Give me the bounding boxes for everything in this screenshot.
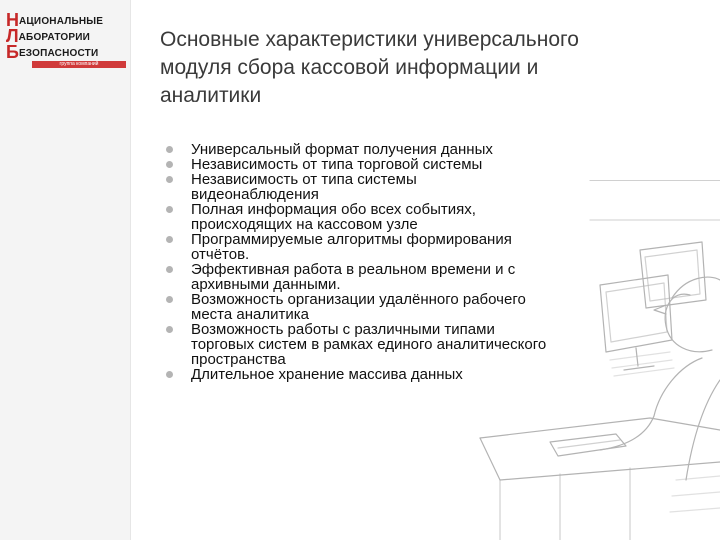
- feature-item: [166, 322, 636, 367]
- feature-item: [166, 202, 636, 232]
- bullet-icon: [166, 266, 173, 273]
- logo-word-1: АЦИОНАЛЬНЫЕ: [19, 16, 104, 27]
- feature-text: Полная информация обо всех событиях,: [191, 201, 476, 218]
- slide-title: [160, 26, 680, 110]
- feature-text: архивными данными.: [191, 276, 341, 293]
- feature-item: [166, 142, 636, 157]
- logo-row-3: [6, 44, 98, 60]
- feature-text: Универсальный формат получения данных: [191, 141, 493, 158]
- bullet-icon: [166, 296, 173, 303]
- feature-text: видеонаблюдения: [191, 186, 319, 203]
- logo-initial-2: Л: [6, 26, 19, 46]
- feature-text: Эффективная работа в реальном времени и с: [191, 261, 516, 278]
- bullet-icon: [166, 326, 173, 333]
- logo-subtitle: группа компаний: [32, 61, 126, 68]
- bullet-icon: [166, 206, 173, 213]
- feature-item: [166, 367, 636, 382]
- logo-initial-3: Б: [6, 42, 19, 62]
- feature-text: Независимость от типа системы: [191, 171, 417, 188]
- feature-text: пространства: [191, 351, 286, 368]
- feature-text: Возможность организации удалённого рабочего: [191, 291, 526, 308]
- feature-text: Возможность работы с различными типами: [191, 321, 495, 338]
- title-line-2: модуля сбора кассовой информации и: [160, 56, 539, 79]
- bullet-icon: [166, 146, 173, 153]
- feature-item: [166, 172, 636, 202]
- feature-text: Длительное хранение массива данных: [191, 366, 463, 383]
- feature-item: [166, 262, 636, 292]
- bullet-icon: [166, 161, 173, 168]
- logo-row-1: [6, 12, 103, 28]
- feature-item: [166, 157, 636, 172]
- feature-text: Программируемые алгоритмы формирования: [191, 231, 512, 248]
- logo-word-3: ЕЗОПАСНОСТИ: [18, 48, 99, 59]
- feature-text: отчётов.: [191, 246, 250, 263]
- bullet-icon: [166, 371, 173, 378]
- feature-text: торговых систем в рамках единого аналитического: [191, 336, 547, 353]
- feature-item: [166, 232, 636, 262]
- title-line-1: Основные характеристики универсального: [160, 28, 579, 51]
- logo-word-2: АБОРАТОРИИ: [18, 32, 91, 43]
- feature-text: Независимость от типа торговой системы: [191, 156, 483, 173]
- feature-list: [166, 142, 636, 382]
- feature-text: места аналитика: [191, 306, 309, 323]
- bullet-icon: [166, 236, 173, 243]
- title-line-3: аналитики: [160, 84, 262, 107]
- feature-text: происходящих на кассовом узле: [191, 216, 418, 233]
- bullet-icon: [166, 176, 173, 183]
- left-sidebar: [0, 0, 131, 540]
- logo-initial-1: Н: [6, 10, 19, 30]
- company-logo: [6, 10, 128, 70]
- feature-item: [166, 292, 636, 322]
